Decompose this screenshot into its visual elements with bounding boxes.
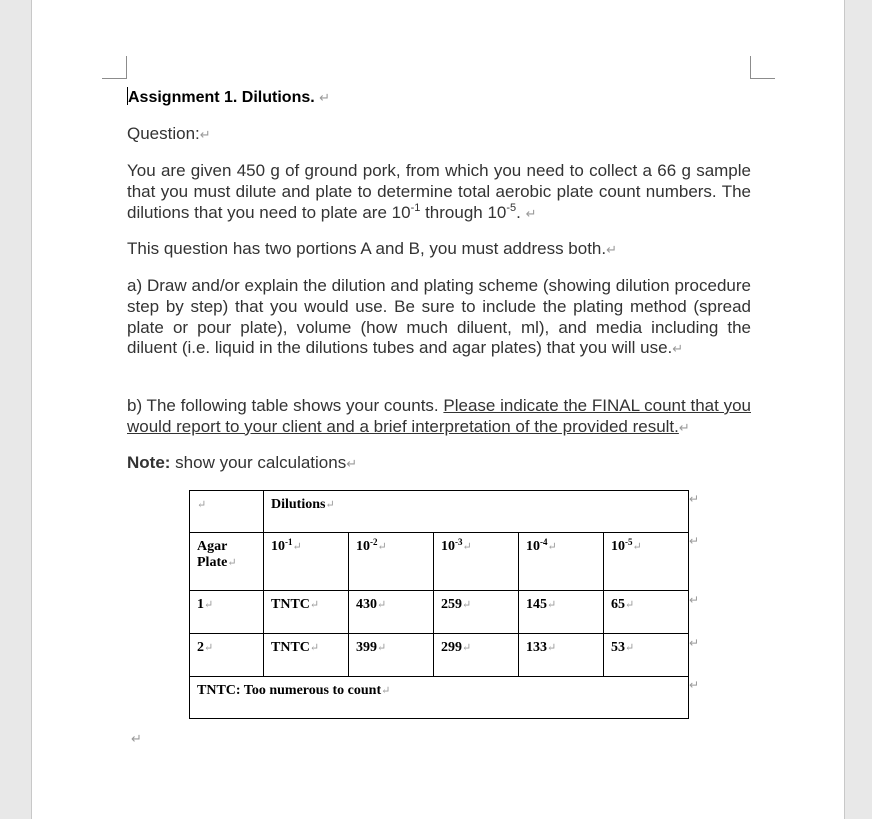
pilcrow-icon: ↵ [199, 127, 211, 142]
table-cell-row-header[interactable]: Agar Plate↵ [190, 533, 264, 591]
paragraph-part-a[interactable]: a) Draw and/or explain the dilution and plating scheme (showing dilution procedure step by step) that you would use. Be sure to include the plating method (spread plate or pour plate), volume (how much diluent, ml), and media including the diluent (i.e. liquid in the dilutions tubes and agar plates) that you will use.↵ [127, 276, 751, 358]
question-label[interactable]: Question:↵ [127, 124, 211, 143]
table-header-row [190, 491, 689, 533]
row-end-mark-icon: ↵ [689, 534, 700, 548]
pilcrow-icon: ↵ [309, 599, 320, 611]
crop-mark-top-left [102, 56, 127, 79]
table-cell-dilution[interactable]: $10^{-4}↵$ [519, 533, 604, 591]
pilcrow-icon: ↵ [319, 90, 331, 105]
pilcrow-icon: ↵ [625, 599, 635, 611]
table-row [190, 634, 689, 677]
pilcrow-icon: ↵ [197, 499, 207, 511]
table-footnote-row [190, 677, 689, 719]
pilcrow-icon: ↵ [309, 642, 320, 654]
table-cell-count[interactable]: 399↵ [349, 634, 434, 677]
table-cell-dilution[interactable]: $10^{-5}↵$ [604, 533, 689, 591]
paragraph-scenario[interactable]: You are given 450 g of ground pork, from which you need to collect a 66 g sample that you must dilute and plate to determine total aerobic plate count numbers. The dilutions that you need to plate are $10^{-1}$ through $10^{-5}$. ↵ [127, 161, 751, 222]
paragraph-part-b[interactable]: b) The following table shows your counts. Please indicate the FINAL count that you would report to your client and a brief interpretation of the provided result.↵ [127, 396, 751, 436]
pilcrow-icon: ↵ [377, 642, 387, 654]
table-cell-count[interactable]: 53↵ [604, 634, 689, 677]
pilcrow-icon: ↵ [377, 599, 387, 611]
pilcrow-icon: ↵ [204, 599, 214, 611]
table-row-dilutions [190, 533, 689, 591]
row-end-mark-icon: ↵ [689, 492, 700, 506]
table-cell-count[interactable]: 145↵ [519, 591, 604, 634]
table-cell-dilutions-label[interactable]: Dilutions↵ [264, 491, 689, 533]
table-cell-count[interactable]: 133↵ [519, 634, 604, 677]
table-cell-count[interactable]: 259↵ [434, 591, 519, 634]
pilcrow-icon: ↵ [606, 242, 618, 257]
row-end-mark-icon: ↵ [689, 678, 700, 692]
pilcrow-icon: ↵ [678, 419, 690, 435]
crop-mark-top-right [750, 56, 775, 79]
table-cell-count[interactable]: 299↵ [434, 634, 519, 677]
pilcrow-icon: ↵ [462, 541, 472, 553]
table-cell-count[interactable]: TNTC↵ [264, 591, 349, 634]
pilcrow-icon: ↵ [462, 599, 472, 611]
pilcrow-icon: ↵ [204, 642, 214, 654]
document-page [31, 0, 845, 819]
table-cell-plate[interactable]: 1↵ [190, 591, 264, 634]
pilcrow-icon: ↵ [525, 205, 537, 221]
pilcrow-icon: ↵ [547, 599, 557, 611]
table-cell-dilution[interactable]: $10^{-2}↵$ [349, 533, 434, 591]
pilcrow-icon: ↵ [377, 541, 387, 553]
table-cell-count[interactable]: 65↵ [604, 591, 689, 634]
pilcrow-icon: ↵ [547, 642, 557, 654]
row-end-mark-icon: ↵ [689, 593, 700, 607]
table-cell-plate[interactable]: 2↵ [190, 634, 264, 677]
pilcrow-icon: ↵ [381, 685, 391, 697]
paragraph-end-mark-icon: ↵ [131, 731, 142, 746]
pilcrow-icon: ↵ [547, 541, 557, 553]
pilcrow-icon: ↵ [325, 499, 335, 511]
table-cell-empty[interactable] [190, 491, 264, 533]
pilcrow-icon: ↵ [625, 642, 635, 654]
pilcrow-icon: ↵ [227, 557, 237, 569]
pilcrow-icon: ↵ [292, 541, 302, 553]
table-cell-count[interactable]: 430↵ [349, 591, 434, 634]
pilcrow-icon: ↵ [462, 642, 472, 654]
pilcrow-icon: ↵ [632, 541, 642, 553]
row-end-mark-icon: ↵ [689, 636, 700, 650]
pilcrow-icon: ↵ [672, 341, 684, 357]
table-cell-footnote[interactable]: TNTC: Too numerous to count↵ [190, 677, 689, 719]
table-row [190, 591, 689, 634]
note-label: Note: [127, 453, 171, 472]
table-cell-count[interactable]: TNTC↵ [264, 634, 349, 677]
pilcrow-icon: ↵ [346, 456, 358, 471]
table-cell-dilution[interactable]: $10^{-1}↵$ [264, 533, 349, 591]
note-line[interactable]: Note: show your calculations↵ [127, 453, 358, 472]
table-cell-dilution[interactable]: $10^{-3}↵$ [434, 533, 519, 591]
paragraph-instructions[interactable]: This question has two portions A and B, you must address both.↵ [127, 239, 618, 258]
counts-table[interactable] [189, 490, 689, 719]
underlined-instruction: Please indicate the FINAL count that you would report to your client and a brief interpretation of the provided result. [127, 396, 751, 436]
document-title[interactable]: Assignment 1. Dilutions. ↵ [128, 89, 331, 106]
